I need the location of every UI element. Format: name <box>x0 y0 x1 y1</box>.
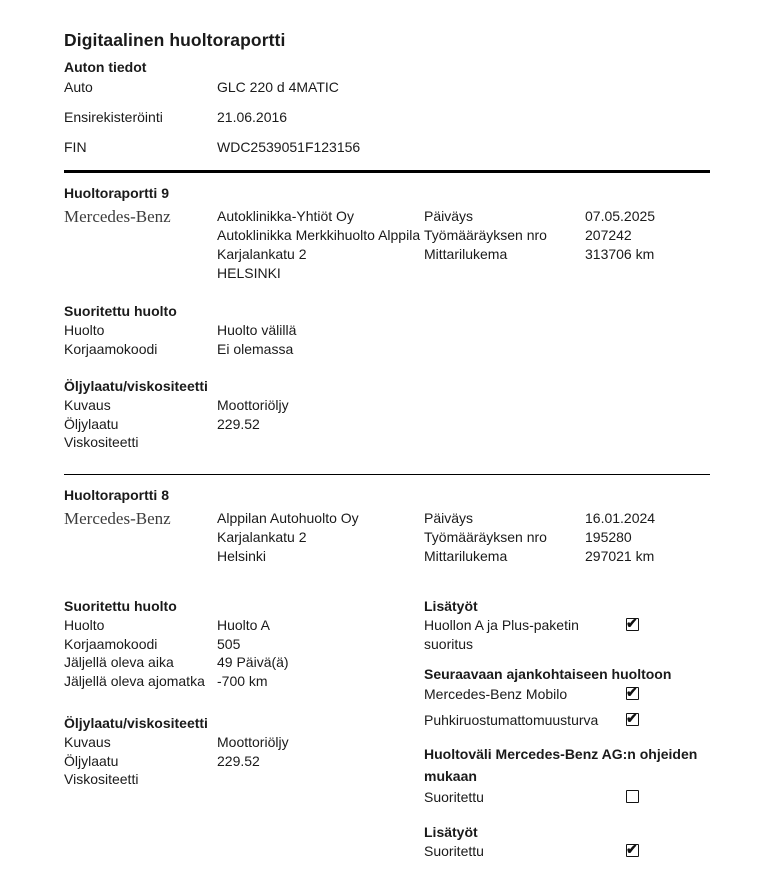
field-value: Ei olemassa <box>217 340 294 357</box>
field-value: 229.52 <box>217 752 260 769</box>
workshop-street: Karjalankatu 2 <box>217 529 307 545</box>
section-divider <box>64 170 710 173</box>
subsection-heading: Lisätyöt <box>424 824 478 840</box>
field-value: Moottoriöljy <box>217 734 289 750</box>
checkbox-label: Huollon A ja Plus-paketin suoritus <box>424 617 579 652</box>
checkbox-row <box>424 711 710 730</box>
vehicle-row-fin <box>64 138 710 156</box>
checkbox-label: Suoritettu <box>424 789 484 805</box>
service-row <box>64 321 710 340</box>
meta-row-odometer <box>424 245 710 264</box>
vehicle-row-first-registration <box>64 108 710 126</box>
field-value: 505 <box>217 635 241 652</box>
field-label: Mittarilukema <box>424 246 508 262</box>
document-content <box>64 30 710 868</box>
field-label: Kuvaus <box>64 397 111 413</box>
field-value: 21.06.2016 <box>217 109 288 125</box>
field-label: FIN <box>64 139 87 155</box>
field-label: Viskositeetti <box>64 434 139 450</box>
checkbox-label: Suoritettu <box>424 843 484 859</box>
page-title: Digitaalinen huoltoraportti <box>64 30 286 50</box>
meta-row-date <box>424 207 710 226</box>
field-value: 229.52 <box>217 415 260 432</box>
field-label: Työmääräyksen nro <box>424 227 547 243</box>
vehicle-info-heading: Auton tiedot <box>64 59 147 75</box>
service-row <box>64 340 710 359</box>
workshop-block <box>64 207 710 283</box>
field-label: Jäljellä oleva ajomatka <box>64 672 205 689</box>
service-row <box>64 672 424 691</box>
mercedes-benz-wordmark: Mercedes-Benz <box>64 207 171 226</box>
oil-quality-subsection <box>64 714 424 789</box>
field-label: Ensirekisteröinti <box>64 109 163 125</box>
performed-service-subsection <box>64 597 424 690</box>
workshop-city: Helsinki <box>217 548 267 564</box>
oil-row <box>64 733 424 752</box>
report-8-columns <box>64 597 710 868</box>
field-label: Korjaamokoodi <box>64 340 158 357</box>
checkbox-row <box>424 842 710 861</box>
checkbox-row <box>424 685 710 704</box>
checkbox-huollon-a-plus[interactable] <box>626 618 639 631</box>
service-row <box>64 616 424 635</box>
service-row <box>64 635 424 654</box>
next-service-group <box>424 665 710 730</box>
checkbox-extra-performed[interactable] <box>626 844 639 857</box>
workshop-name: Alppilan Autohuolto Oy <box>217 510 359 526</box>
service-report-8 <box>64 486 710 868</box>
field-value: 207242 <box>585 227 632 243</box>
workshop-city: HELSINKI <box>217 265 281 281</box>
field-label: Korjaamokoodi <box>64 635 158 652</box>
report-8-left-column <box>64 597 424 813</box>
field-value: 297021 km <box>585 548 655 564</box>
field-value: 07.05.2025 <box>585 208 656 224</box>
workshop-address <box>217 509 424 566</box>
service-row <box>64 653 424 672</box>
field-label: Auto <box>64 79 93 95</box>
vehicle-row-auto <box>64 78 710 96</box>
field-value: -700 km <box>217 672 268 689</box>
workshop-address <box>217 207 424 283</box>
checkbox-mobilo[interactable] <box>626 687 639 700</box>
field-label: Huolto <box>64 322 105 338</box>
checkbox-row <box>424 788 710 807</box>
checkbox-label: Mercedes-Benz Mobilo <box>424 686 568 702</box>
report-heading: Huoltoraportti 9 <box>64 185 169 201</box>
field-value: GLC 220 d 4MATIC <box>217 79 339 95</box>
section-divider <box>64 474 710 476</box>
meta-row-work-order <box>424 528 710 547</box>
oil-row <box>64 415 710 434</box>
checkbox-label: Puhkiruostumattomuusturva <box>424 712 599 728</box>
field-label: Öljylaatu <box>64 752 119 769</box>
field-label: Työmääräyksen nro <box>424 529 547 545</box>
field-label: Päiväys <box>424 208 474 224</box>
subsection-heading: Suoritettu huolto <box>64 303 177 319</box>
field-value <box>217 433 710 452</box>
field-value: 195280 <box>585 529 632 545</box>
oil-row <box>64 433 710 452</box>
subsection-heading: Öljylaatu/viskositeetti <box>64 715 208 731</box>
meta-row-work-order <box>424 226 710 245</box>
field-label: Kuvaus <box>64 734 111 750</box>
workshop-branch: Autoklinikka Merkkihuolto Alppila <box>217 227 421 243</box>
field-value: Moottoriöljy <box>217 397 289 413</box>
performed-service-subsection <box>64 302 710 358</box>
report-8-right-column <box>424 597 710 868</box>
field-value: 313706 km <box>585 246 655 262</box>
additional-work-group-2 <box>424 823 710 861</box>
field-label: Jäljellä oleva aika <box>64 654 174 670</box>
report-meta <box>424 509 710 566</box>
service-interval-group <box>424 743 710 807</box>
oil-row <box>64 396 710 415</box>
report-heading: Huoltoraportti 8 <box>64 487 169 503</box>
workshop-street: Karjalankatu 2 <box>217 246 307 262</box>
additional-work-group <box>424 597 710 654</box>
field-label: Päiväys <box>424 510 474 526</box>
checkbox-anti-perforation[interactable] <box>626 713 639 726</box>
subsection-heading: Huoltoväli Mercedes-Benz AG:n ohjeiden mukaan <box>424 746 698 784</box>
field-value: 49 Päivä(ä) <box>217 654 289 670</box>
field-label: Viskositeetti <box>64 771 139 787</box>
checkbox-row <box>424 616 710 654</box>
field-label: Huolto <box>64 617 105 633</box>
field-label: Mittarilukema <box>424 548 508 564</box>
meta-row-odometer <box>424 547 710 566</box>
oil-quality-subsection <box>64 377 710 452</box>
vehicle-info-section <box>64 58 710 156</box>
field-value: WDC2539051F123156 <box>217 139 361 155</box>
checkbox-interval-performed[interactable] <box>626 790 639 803</box>
oil-row <box>64 752 424 771</box>
meta-row-date <box>424 509 710 528</box>
subsection-heading: Suoritettu huolto <box>64 598 177 614</box>
service-report-9 <box>64 184 710 452</box>
mercedes-benz-wordmark: Mercedes-Benz <box>64 509 171 528</box>
report-meta <box>424 207 710 264</box>
field-label: Öljylaatu <box>64 415 119 432</box>
field-value <box>217 770 424 789</box>
field-value: 16.01.2024 <box>585 510 656 526</box>
subsection-heading: Öljylaatu/viskositeetti <box>64 378 208 394</box>
field-value: Huolto A <box>217 617 270 633</box>
field-value: Huolto välillä <box>217 322 297 338</box>
oil-row <box>64 770 424 789</box>
workshop-block <box>64 509 710 566</box>
subsection-heading: Seuraavaan ajankohtaiseen huoltoon <box>424 666 672 682</box>
subsection-heading: Lisätyöt <box>424 598 478 614</box>
workshop-name: Autoklinikka-Yhtiöt Oy <box>217 208 354 224</box>
